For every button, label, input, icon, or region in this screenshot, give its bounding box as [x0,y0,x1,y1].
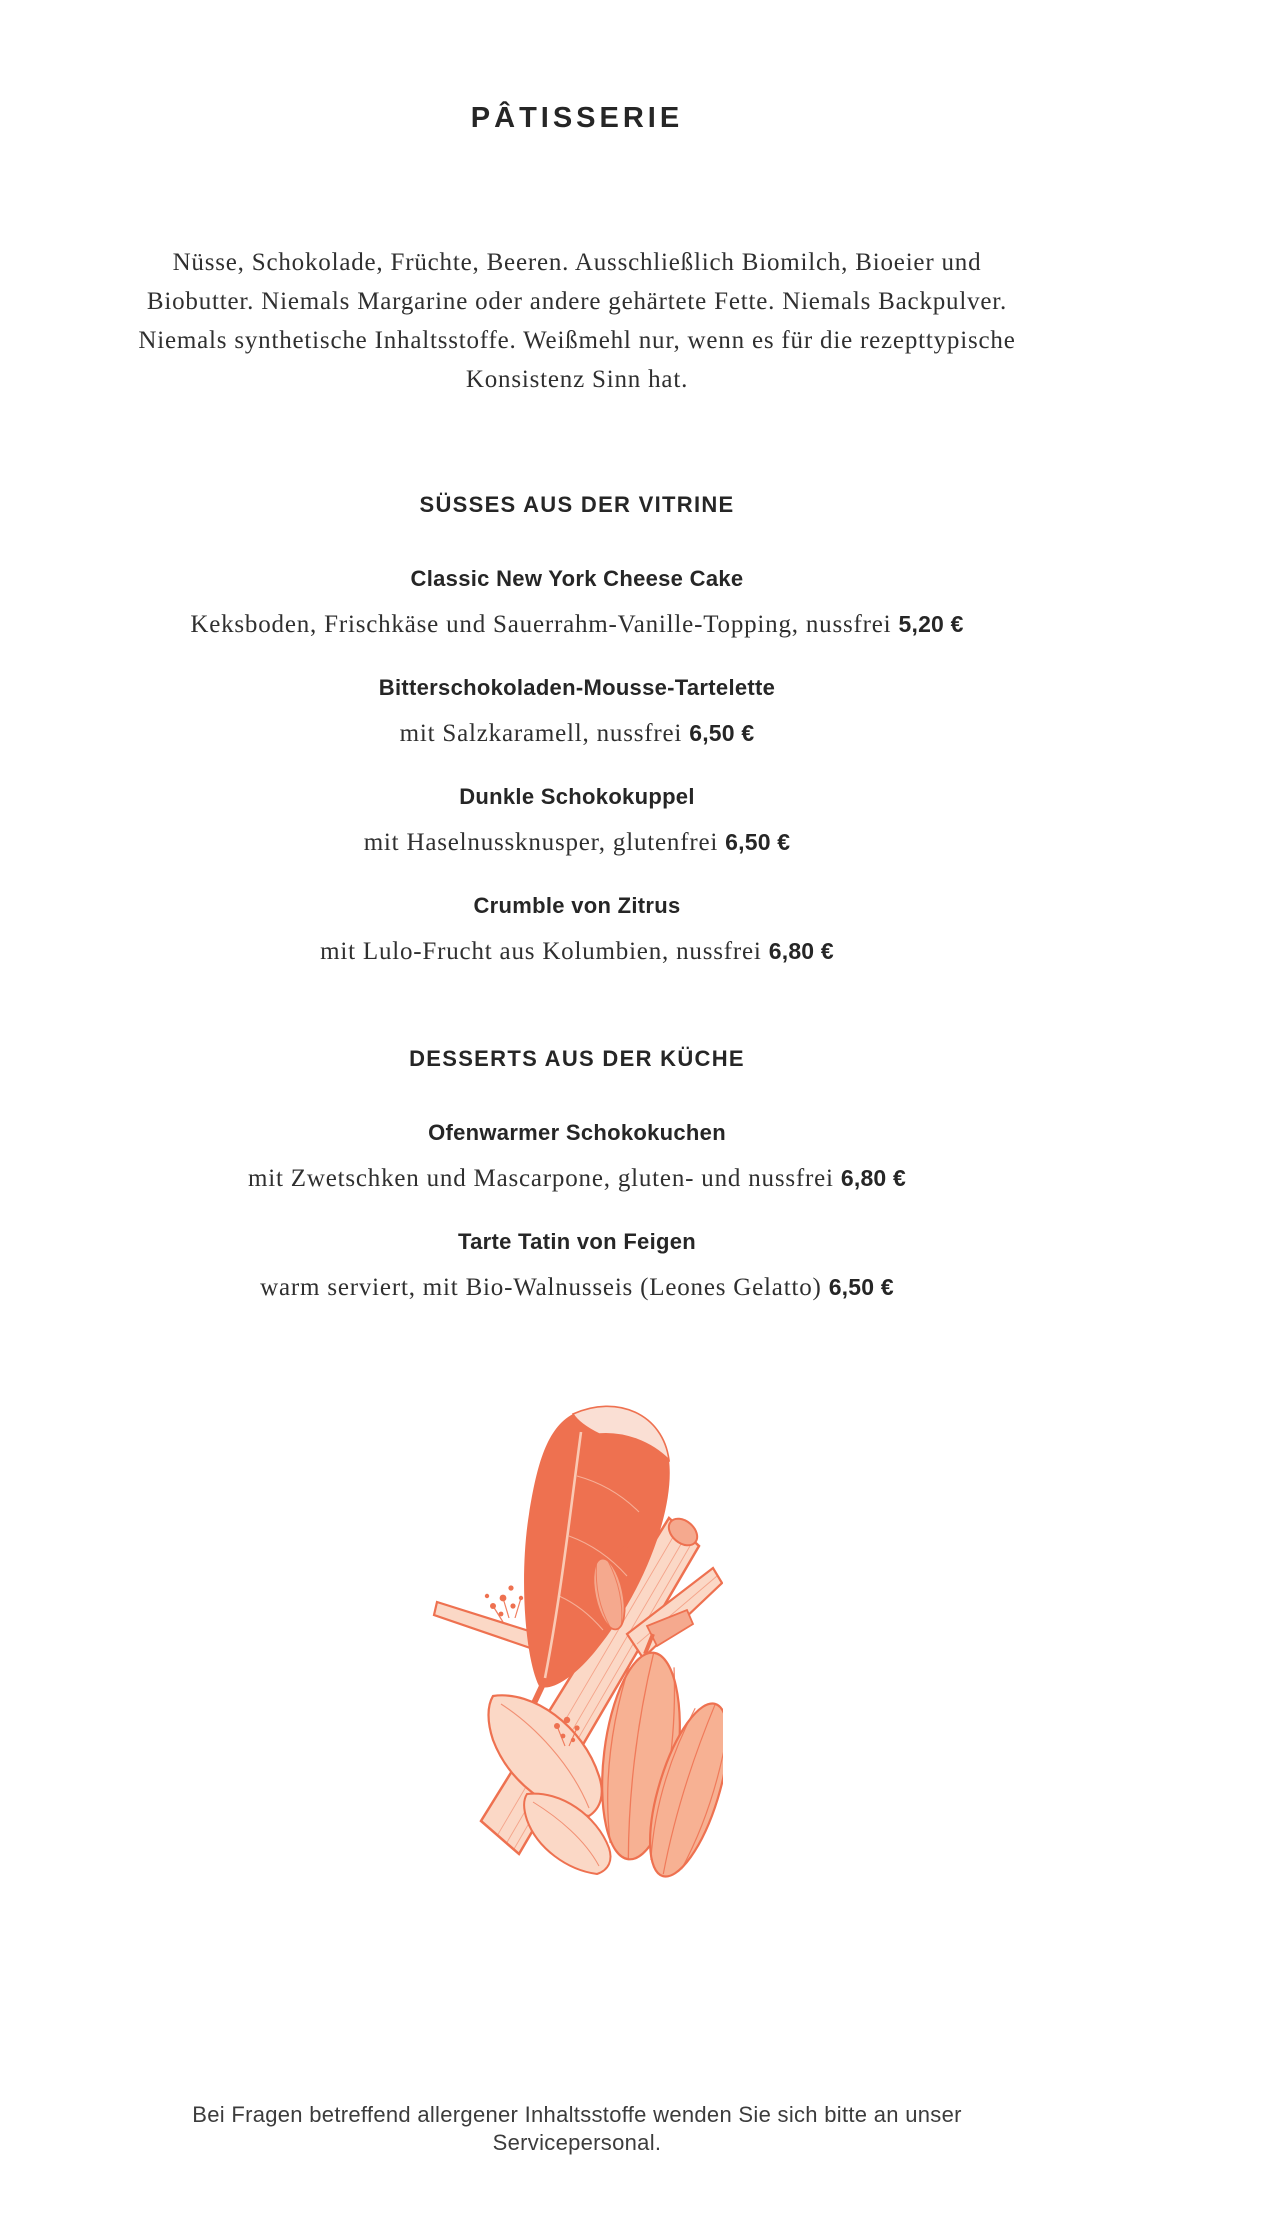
section-vitrine [137,492,1017,969]
item-description-line [137,1161,1017,1196]
menu-column [137,0,1017,2157]
item-name: Ofenwarmer Schokokuchen [428,1120,726,1145]
item-name: Crumble von Zitrus [473,893,681,918]
item-name: Dunkle Schokokuppel [459,784,695,809]
item-description: mit Salzkaramell, nussfrei [399,720,683,747]
item-description: mit Zwetschken und Mascarpone, gluten- und nussfrei [247,1165,834,1192]
menu-item [137,674,1017,751]
menu-item [137,1228,1017,1305]
item-price: 6,80 € [768,938,834,964]
intro-line: Biobutter. Niemals Margarine oder andere gehärtete Fette. Niemals Backpulver. [146,288,1008,315]
item-description-line [137,716,1017,751]
intro-line: Niemals synthetische Inhaltsstoffe. Weißmehl nur, wenn es für die rezepttypische [138,327,1016,354]
item-price: 6,50 € [689,720,755,746]
item-description: warm serviert, mit Bio-Walnusseis (Leones Gelatto) [260,1274,822,1301]
item-name: Bitterschokoladen-Mousse-Tartelette [378,675,776,700]
item-description-line [137,607,1017,642]
intro-paragraph [137,243,1017,399]
item-price: 6,50 € [828,1274,894,1300]
menu-item [137,783,1017,860]
item-description: Keksboden, Frischkäse und Sauerrahm-Vanille-Topping, nussfrei [190,611,892,638]
item-description: mit Haselnussknusper, glutenfrei [363,829,719,856]
section-desserts [137,1046,1017,1305]
section-heading-desserts: DESSERTS AUS DER KÜCHE [409,1046,745,1071]
item-name: Classic New York Cheese Cake [410,566,744,591]
item-description-line [137,934,1017,969]
item-price: 6,50 € [725,829,791,855]
item-price: 6,80 € [840,1165,907,1191]
menu-item [137,565,1017,642]
item-description-line [137,1270,1017,1305]
allergen-note: Bei Fragen betreffend allergener Inhaltsstoffe wenden Sie sich bitte an unser Servicepersonal. [192,2102,962,2155]
section-heading-vitrine: SÜSSES AUS DER VITRINE [419,492,735,517]
cacao-branch-illustration [137,1396,1017,1884]
item-description: mit Lulo-Frucht aus Kolumbien, nussfrei [320,938,762,965]
menu-item [137,892,1017,969]
item-name: Tarte Tatin von Feigen [457,1229,697,1254]
page-title: PÂTISSERIE [470,102,684,134]
intro-line: Nüsse, Schokolade, Früchte, Beeren. Ausschließlich Biomilch, Bioeier und [172,249,982,276]
item-description-line [137,825,1017,860]
item-price: 5,20 € [898,611,964,637]
menu-item [137,1119,1017,1196]
cacao-branch-engraving-svg [431,1396,723,1884]
intro-line: Konsistenz Sinn hat. [465,366,689,393]
